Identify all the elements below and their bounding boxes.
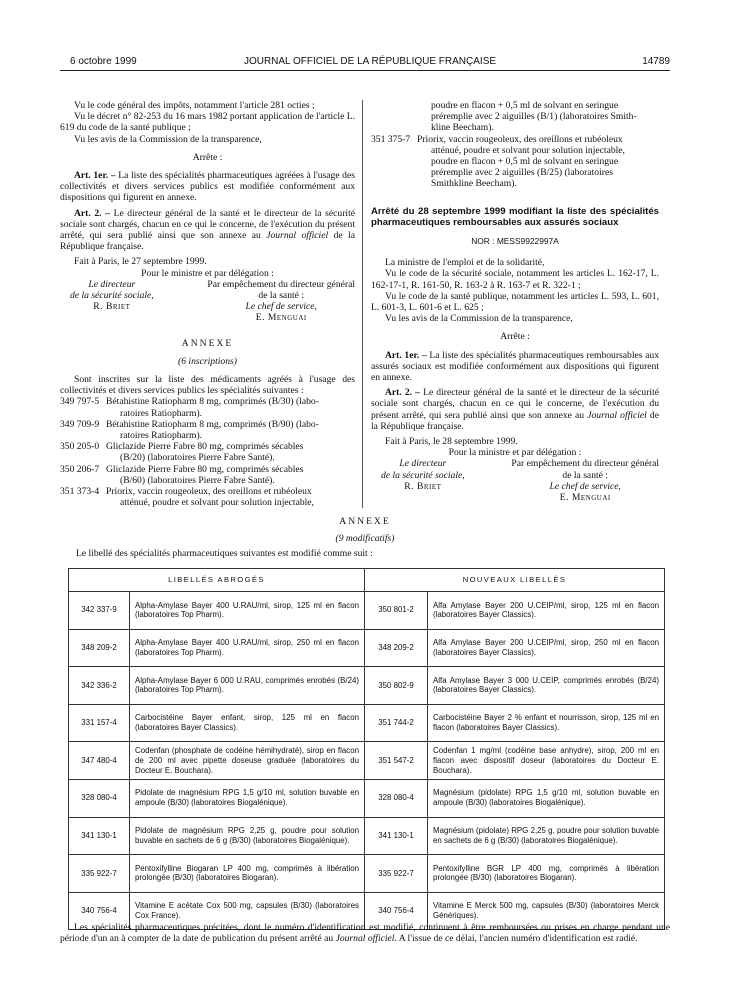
old-label-cell: Vitamine E acétate Cox 500 mg, capsules (B/30) (laboratoires Cox France). (130, 892, 365, 930)
annexe2-title: ANNEXE (339, 516, 391, 527)
table-row (69, 592, 665, 630)
entry-number: 351 375-7 (371, 133, 411, 145)
arrete-heading: Arrêté du 28 septembre 1999 modifiant la liste des spécialités pharmaceutiques remboursables aux assurés sociaux (371, 205, 659, 228)
entry-text: préremplie avec 2 aiguilles (B/1) (laboratoires Smith- (431, 111, 637, 123)
new-code-cell: 335 922-7 (365, 855, 428, 893)
entry-text: préremplie avec 2 aiguilles (B/25) (laboratoires (431, 167, 613, 179)
journal-ref: Journal officiel (266, 230, 329, 242)
column-header-old: LIBELLÉS ABROGÉS (69, 569, 365, 592)
signatory-name: E. Menguai (559, 492, 611, 504)
signatory-title: de la sécurité sociale, (381, 469, 465, 481)
header-journal-title: JOURNAL OFFICIEL DE LA RÉPUBLIQUE FRANÇAISE (243, 56, 497, 67)
right-column (371, 100, 659, 503)
visa-line: Vu le décret n° 82-253 du 16 mars 1982 portant application de l'article L. 619 du code de la santé publique ; (60, 111, 355, 134)
entry-text: (B/60) (laboratoires Pierre Fabre Santé). (120, 474, 275, 486)
inscription-entry (371, 134, 659, 190)
old-label-cell: Alpha-Amylase Bayer 400 U.RAU/ml, sirop, 250 ml en flacon (laboratoires Top Pharm). (130, 629, 365, 667)
visa-line: Vu les avis de la Commission de la transparence, (74, 133, 262, 145)
new-code-cell: 351 547-2 (365, 742, 428, 780)
entry-text: poudre en flacon + 0,5 ml de solvant en seringue (431, 156, 619, 168)
signatory-title: de la santé : (562, 469, 608, 481)
visa-line: Vu le code de la sécurité sociale, notamment les articles L. 162-17, L. 162-17-1, R. 161-50, R. 163-2 à R. 163-7 et R. 322-1 ; (371, 268, 659, 291)
entry-text: Gliclazide Pierre Fabre 80 mg, comprimés sécables (106, 463, 304, 475)
table-row (69, 667, 665, 705)
annexe2-subtitle: (9 modificatifs) (335, 533, 395, 544)
inscription-entry (60, 464, 355, 486)
article-1 (60, 170, 355, 204)
article-1 (371, 350, 659, 384)
footer-text: A l'issue de ce délai, l'ancien numéro d'identification est radié. (398, 933, 638, 945)
table-row (69, 704, 665, 742)
old-code-cell: 342 337-9 (69, 592, 130, 630)
inscription-entry (60, 419, 355, 441)
annexe2-intro: Le libellé des spécialités pharmaceutiques suivantes est modifié comme suit : (76, 548, 373, 559)
signature-date: Fait à Paris, le 28 septembre 1999. (385, 436, 518, 448)
annexe-intro: Sont inscrites sur la liste des médicaments agréés à l'usage des collectivités et divers services publics les spécialités suivantes : (60, 374, 355, 397)
annexe2-footer (60, 922, 670, 944)
entry-text: ratoires Ratiopharm). (120, 407, 203, 419)
entry-text: kline Beecham). (431, 122, 494, 134)
entry-text: Gliclazide Pierre Fabre 80 mg, comprimés sécables (106, 441, 304, 453)
annexe-title: ANNEXE (181, 337, 234, 349)
old-code-cell: 335 922-7 (69, 855, 130, 893)
signatory-name: E. Menguai (255, 312, 307, 324)
arrete-label: Arrête : (500, 331, 530, 343)
new-code-cell: 328 080-4 (365, 779, 428, 817)
new-label-cell: Vitamine E Merck 500 mg, capsules (B/30) (laboratoires Merck Génériques). (428, 892, 665, 930)
article-text: Le directeur général de la santé et le directeur de la sécurité sociale sont chargés, chacun en ce qui le concerne, de l'exécution du présent arrêté, qui sera publié ainsi que son annexe au (371, 387, 659, 421)
signatory-title: de la sécurité sociale, (70, 290, 154, 302)
article-text: La liste des spécialités pharmaceutiques agréées à l'usage des collectivités et divers services publics est modifiée conformément aux dispositions qui figurent en annexe. (60, 170, 355, 204)
entry-number: 350 205-0 (60, 441, 100, 453)
article-label: Art. 2. – (385, 387, 420, 399)
old-code-cell: 348 209-2 (69, 629, 130, 667)
signatory-title: de la santé : (258, 290, 304, 302)
article-text: de la République française. (60, 230, 355, 253)
new-code-cell: 348 209-2 (365, 629, 428, 667)
new-label-cell: Pentoxifylline BGR LP 400 mg, comprimés à libération prolongée (B/30) (laboratoires Biogaran). (428, 855, 665, 893)
footer-text: Les spécialités pharmaceutiques précitées, dont le numéro d'identification est modifié, continuent à être remboursées ou prises en charge pendant une période d'un an à compter de la date de publication du présent arrêté au (60, 922, 670, 945)
old-code-cell: 328 080-4 (69, 779, 130, 817)
old-label-cell: Codenfan (phosphate de codéine hémihydraté), sirop en flacon de 200 ml avec pipette doseuse graduée (laboratoires du Docteur E. Bouchara). (130, 742, 365, 780)
entry-number: 350 206-7 (60, 463, 100, 475)
entry-text: Bétahistine Ratiopharm 8 mg, comprimés (B/90) (labo- (106, 418, 319, 430)
entry-text: Bétahistine Ratiopharm 8 mg, comprimés (B/30) (labo- (106, 396, 319, 408)
entry-text: atténué, poudre et solvant pour solution injectable, (120, 497, 314, 509)
inscription-entry (60, 441, 355, 463)
table-row (69, 742, 665, 780)
old-label-cell: Pentoxifylline Biogaran LP 400 mg, comprimés à libération prolongée (B/30) (laboratoires Biogaran). (130, 855, 365, 893)
new-code-cell: 351 744-2 (365, 704, 428, 742)
old-code-cell: 342 336-2 (69, 667, 130, 705)
entry-text: Priorix, vaccin rougeoleux, des oreillons et rubéoleux (417, 133, 623, 145)
old-code-cell: 331 157-4 (69, 704, 130, 742)
signatory-title: Par empêchement du directeur général (207, 278, 355, 290)
article-label: Art. 1er. – (74, 170, 116, 182)
new-label-cell: Alfa Amylase Bayer 200 U.CEIP/ml, sirop, 250 ml en flacon (laboratoires Bayer Classics). (428, 629, 665, 667)
old-label-cell: Alpha-Amylase Bayer 400 U.RAU/ml, sirop, 125 ml en flacon (laboratoires Top Pharm). (130, 592, 365, 630)
visa-line: Vu le code général des impôts, notamment l'article 281 octies ; (74, 100, 315, 111)
article-text: Le directeur général de la santé et le directeur de la sécurité sociale sont chargés, chacun en ce qui le concerne, de l'exécution du présent arrêté, qui sera publié ainsi que son annexe au (60, 207, 355, 242)
signatory-name: R. Briet (404, 480, 442, 492)
modification-table (68, 568, 665, 930)
old-label-cell: Pidolate de magnésium RPG 1,5 g/10 ml, solution buvable en ampoule (B/30) (laboratoires Biogalénique). (130, 779, 365, 817)
delegation-line: Pour le ministre et par délégation : (141, 267, 274, 279)
table-row (69, 817, 665, 855)
entry-text: Priorix, vaccin rougeoleux, des oreillons et rubéoleux (106, 486, 312, 498)
old-label-cell: Pidolate de magnésium RPG 2,25 g, poudre pour solution buvable en sachets de 6 g (B/30) (laboratoires Biogalénique). (130, 817, 365, 855)
new-label-cell: Codenfan 1 mg/ml (codéine base anhydre), sirop, 200 ml en flacon avec dispositif doseur (laboratoires du Docteur E. Bouchara). (428, 742, 665, 780)
new-code-cell: 341 130-1 (365, 817, 428, 855)
article-2 (60, 208, 355, 253)
new-code-cell: 350 802-9 (365, 667, 428, 705)
entry-text: ratoires Ratiopharm). (120, 430, 203, 442)
entry-text: atténué, poudre et solvant pour solution injectable, (431, 144, 625, 156)
new-code-cell: 340 756-4 (365, 892, 428, 930)
inscription-list (60, 396, 355, 508)
entry-text: (B/20) (laboratoires Pierre Fabre Santé). (120, 452, 275, 464)
column-header-new: NOUVEAUX LIBELLÉS (365, 569, 665, 592)
old-label-cell: Alpha-Amylase Bayer 6 000 U.RAU, comprimés enrobés (B/24) (laboratoires Top Pharm). (130, 667, 365, 705)
entry-number: 349 797-5 (60, 396, 100, 408)
inscription-continuation (371, 100, 659, 134)
article-label: Art. 2. – (74, 207, 110, 219)
new-label-cell: Magnésium (pidolate) RPG 1,5 g/10 ml, solution buvable en ampoule (B/30) (laboratoires Biogalénique). (428, 779, 665, 817)
signatory-title: Le chef de service, (549, 480, 621, 492)
new-code-cell: 350 801-2 (365, 592, 428, 630)
old-code-cell: 340 756-4 (69, 892, 130, 930)
old-code-cell: 347 480-4 (69, 742, 130, 780)
page-header (70, 56, 670, 70)
signature-block (60, 279, 355, 324)
signature-block (371, 458, 659, 503)
visa-line: Vu les avis de la Commission de la transparence, (385, 313, 573, 325)
table-row (69, 779, 665, 817)
inscription-entry (60, 396, 355, 418)
annexe-subtitle: (6 inscriptions) (178, 355, 237, 367)
signatory-title: Par empêchement du directeur général (511, 458, 659, 470)
signatory-title: Le directeur (88, 278, 136, 290)
entry-text: Smithkline Beecham). (431, 178, 517, 190)
article-label: Art. 1er. – (385, 349, 427, 361)
arrete-label: Arrête : (192, 151, 223, 163)
new-label-cell: Carbocistéine Bayer 2 % enfant et nourrisson, sirop, 125 ml en flacon (laboratoires Bayer Classics). (428, 704, 665, 742)
article-2 (371, 387, 659, 432)
signatory-name: R. Briet (93, 301, 131, 313)
old-code-cell: 341 130-1 (69, 817, 130, 855)
article-text: La liste des spécialités pharmaceutiques remboursables aux assurés sociaux est modifiée conformément aux dispositions qui figurent en annexe. (371, 349, 659, 384)
entry-number: 351 373-4 (60, 486, 100, 498)
signature-date: Fait à Paris, le 27 septembre 1999. (74, 256, 207, 268)
header-rule (60, 70, 670, 71)
new-label-cell: Alfa Amylase Bayer 3 000 U.CEIP, comprimés enrobés (B/24) (laboratoires Bayer Classics). (428, 667, 665, 705)
article-text: de la République française. (371, 409, 659, 432)
minister-line: La ministre de l'emploi et de la solidarité, (385, 257, 545, 269)
new-label-cell: Alfa Amylase Bayer 200 U.CEIP/ml, sirop, 125 ml en flacon (laboratoires Bayer Classics). (428, 592, 665, 630)
visa-line: Vu le code de la santé publique, notamment les articles L. 593, L. 601, L. 601-3, L. 601-6 et L. 625 ; (371, 290, 659, 314)
signatory-title: Le directeur (399, 458, 447, 470)
nor-reference: NOR : MESS9922997A (471, 236, 559, 247)
journal-ref: Journal officiel. (335, 933, 397, 945)
inscription-entry (60, 486, 355, 508)
header-date: 6 octobre 1999 (70, 56, 137, 67)
left-column (60, 100, 355, 509)
old-label-cell: Carbocistéine Bayer enfant, sirop, 125 ml en flacon (laboratoires Bayer Classics). (130, 704, 365, 742)
signatory-title: Le chef de service, (245, 301, 317, 313)
column-divider (362, 100, 363, 508)
table-row (69, 855, 665, 893)
table-row (69, 629, 665, 667)
new-label-cell: Magnésium (pidolate) RPG 2,25 g, poudre pour solution buvable en sachets de 6 g (B/30) (laboratoires Biogalénique). (428, 817, 665, 855)
delegation-line: Pour la ministre et par délégation : (448, 447, 582, 459)
header-page-number: 14789 (642, 56, 670, 67)
entry-number: 349 709-9 (60, 418, 100, 430)
entry-text: poudre en flacon + 0,5 ml de solvant en seringue (431, 100, 619, 111)
journal-ref: Journal officiel (587, 409, 647, 421)
